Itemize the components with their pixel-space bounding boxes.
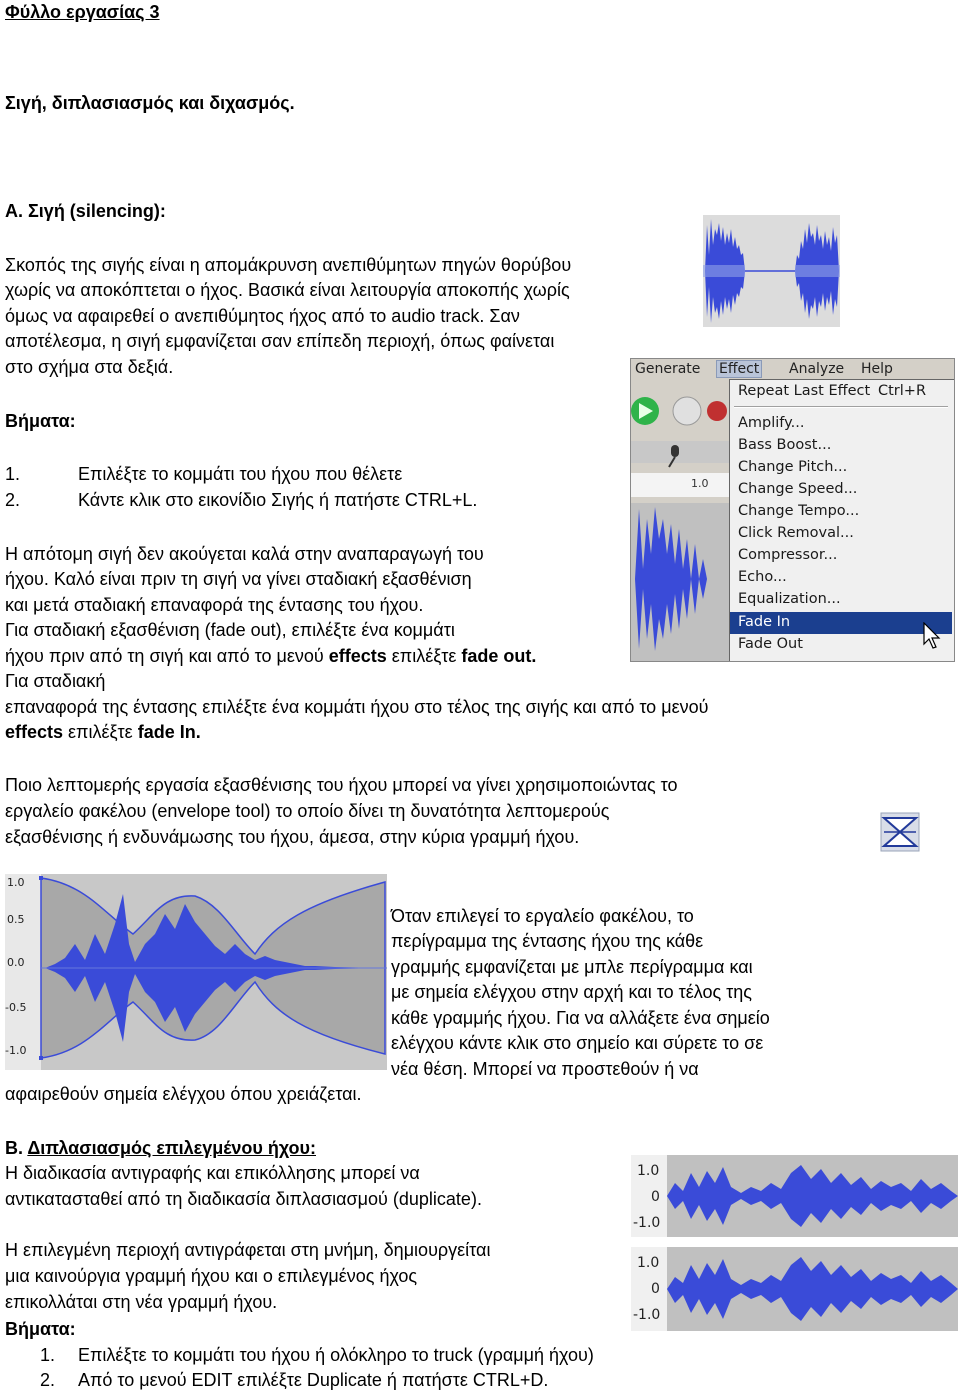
section-a-para-line: Σκοπός της σιγής είναι η απομάκρυνση ανεπιθύμητων πηγών θορύβου (5, 255, 572, 275)
envelope-side-line: ελέγχου κάντε κλικ στο σημείο και σύρετε το σε (391, 1033, 764, 1053)
envelope-side-line: με σημεία ελέγχου στην αρχή και το τέλος της (391, 982, 752, 1002)
menu-item-equalization[interactable]: Equalization... (738, 591, 841, 607)
steps-heading: Βήματα: (5, 411, 76, 431)
menu-item-fade-in[interactable]: Fade In (738, 614, 791, 630)
section-b-title: Διπλασιασμός επιλεγμένου ήχου: (27, 1138, 316, 1158)
track-tick: -1.0 (633, 1215, 661, 1231)
duplicate-tracks-image (631, 1153, 958, 1333)
fade-line5-mid: επιλέξτε (386, 646, 462, 666)
track-tick: 1.0 (637, 1255, 660, 1271)
fade-para-line (5, 720, 201, 746)
silenced-waveform-image (703, 215, 840, 327)
effect-dropdown (729, 379, 955, 662)
menu-item-change-tempo[interactable]: Change Tempo... (738, 503, 860, 519)
envelope-para-line: Ποιο λεπτομερής εργασία εξασθένισης του ήχου μπορεί να γίνει χρησιμοποιώντας το (5, 775, 678, 795)
original-track (631, 1155, 958, 1237)
tick-label: 0.5 (7, 913, 25, 926)
menu-shortcut: Ctrl+R (878, 383, 927, 399)
menu-item-compressor[interactable]: Compressor... (738, 547, 838, 563)
envelope-side-line: κάθε γραμμής ήχου. Για να αλλάξετε ένα σημείο (391, 1008, 770, 1028)
effect-menu-screenshot (630, 358, 955, 662)
toolbar-background (631, 379, 731, 661)
section-b-heading (5, 1136, 316, 1162)
step-text: Από το μενού EDIT επιλέξτε Duplicate ή πατήστε CTRL+D. (78, 1370, 549, 1390)
step-text: Επιλέξτε το κομμάτι του ήχου που θέλετε (78, 464, 403, 484)
tick-label: 0.0 (7, 956, 25, 969)
menu-item-fade-out[interactable]: Fade Out (738, 636, 803, 652)
fade-para-line: επαναφορά της έντασης επιλέξτε ένα κομμάτι ήχου στο τέλος της σιγής και από το μενού (5, 697, 709, 717)
menu-item-amplify[interactable]: Amplify... (738, 415, 805, 431)
fade-para-line: και μετά σταδιακή επαναφορά της έντασης του ήχου. (5, 595, 424, 615)
envelope-para-line: εργαλείο φακέλου (envelope tool) το οποίο δίνει τη δυνατότητα λεπτομερούς (5, 801, 610, 821)
menu-item-repeat-last-effect[interactable]: Repeat Last Effect (738, 383, 871, 399)
fade-para-line (5, 644, 536, 670)
envelope-para-line: εξασθένισης ή ενδυνάμωσης του ήχου, άμεσα, στην κύρια γραμμή ήχου. (5, 827, 580, 847)
step-number: 1. (5, 464, 21, 484)
control-point (39, 1056, 43, 1060)
menu-item-echo[interactable]: Echo... (738, 569, 787, 585)
envelope-side-line: νέα θέση. Μπορεί να προστεθούν ή να (391, 1059, 699, 1079)
track-tick: 1.0 (637, 1163, 660, 1179)
section-b-prefix: Β. (5, 1138, 28, 1158)
envelope-side-line: Όταν επιλεγεί το εργαλείο φακέλου, το (391, 906, 694, 926)
menu-generate[interactable]: Generate (635, 361, 701, 377)
section-a-para-line: στο σχήμα στα δεξιά. (5, 357, 174, 377)
fade-in-keyword: fade In. (137, 722, 201, 742)
fade-para-line: Για σταδιακή (5, 671, 106, 691)
section-a-para-line: όμως να αφαιρεθεί ο ανεπιθύμητος ήχος από το audio track. Σαν (5, 306, 520, 326)
ruler-value: 1.0 (691, 477, 709, 490)
step-text: Επιλέξτε το κομμάτι του ήχου ή ολόκληρο το truck (γραμμή ήχου) (78, 1345, 594, 1365)
effects-keyword: effects (5, 722, 64, 742)
envelope-tail-line: αφαιρεθούν σημεία ελέγχου όπου χρειάζεται. (5, 1084, 362, 1104)
fade-line5-text: ήχου πριν από τη σιγή και από το μενού (5, 646, 329, 666)
fade-para-line: Η απότομη σιγή δεν ακούγεται καλά στην αναπαραγωγή του (5, 544, 484, 564)
menu-item-click-removal[interactable]: Click Removal... (738, 525, 854, 541)
menu-effect[interactable]: Effect (716, 360, 762, 378)
envelope-side-line: γραμμής εμφανίζεται με μπλε περίγραμμα και (391, 957, 753, 977)
section-a-para-line: αποτέλεσμα, η σιγή εμφανίζεται σαν επίπεδη περιοχή, όπως φαίνεται (5, 331, 555, 351)
effects-keyword: effects (328, 646, 387, 666)
envelope-tool-icon (880, 812, 920, 852)
step-number: 2. (5, 490, 21, 510)
fade-para-line: Για σταδιακή εξασθένιση (fade out), επιλέξτε ένα κομμάτι (5, 620, 455, 640)
section-b-para-line: Η επιλεγμένη περιοχή αντιγράφεται στη μνήμη, δημιουργείται (5, 1240, 491, 1260)
section-b-para-line: επικολλάται στη νέα γραμμή ήχου. (5, 1292, 278, 1312)
section-b-intro-line: αντικατασταθεί από τη διαδικασία διπλασιασμού (duplicate). (5, 1189, 482, 1209)
record-button-icon (707, 401, 727, 421)
section-b-intro-line: Η διαδικασία αντιγραφής και επικόλλησης μπορεί να (5, 1163, 420, 1183)
tick-label: -0.5 (5, 1001, 27, 1014)
menu-analyze[interactable]: Analyze (789, 361, 845, 377)
mouse-cursor-icon (922, 622, 942, 650)
section-a-para-line: χωρίς να αποκόπτεται ο ήχος. Βασικά είναι λειτουργία αποκοπής χωρίς (5, 280, 570, 300)
track-tick: 0 (651, 1189, 660, 1205)
menu-separator (734, 406, 948, 408)
menu-item-bass-boost[interactable]: Bass Boost... (738, 437, 832, 453)
envelope-waveform-image (5, 874, 387, 1070)
track-tick: -1.0 (633, 1307, 661, 1323)
fade-line8-mid: επιλέξτε (63, 722, 138, 742)
track-tick: 0 (651, 1281, 660, 1297)
section-a-heading: Α. Σιγή (silencing): (5, 201, 166, 221)
menu-help[interactable]: Help (861, 361, 893, 377)
duplicated-track (631, 1247, 958, 1331)
tick-label: -1.0 (5, 1044, 27, 1057)
fade-para-line: ήχου. Καλό είναι πριν τη σιγή να γίνει σταδιακή εξασθένιση (5, 569, 472, 589)
envelope-side-line: περίγραμμα της έντασης ήχου της κάθε (391, 931, 704, 951)
menu-item-change-speed[interactable]: Change Speed... (738, 481, 858, 497)
menubar (631, 359, 954, 379)
tick-label: 1.0 (7, 876, 25, 889)
step-number: 2. (40, 1370, 56, 1390)
worksheet-title: Φύλλο εργασίας 3 (5, 2, 160, 22)
section-b-steps-heading: Βήματα: (5, 1319, 76, 1339)
fade-out-keyword: fade out. (461, 646, 537, 666)
section-b-para-line: μια καινούργια γραμμή ήχου και ο επιλεγμένος ήχος (5, 1266, 418, 1286)
step-text: Κάντε κλικ στο εικονίδιο Σιγής ή πατήστε CTRL+L. (78, 490, 478, 510)
step-number: 1. (40, 1345, 56, 1365)
menu-item-change-pitch[interactable]: Change Pitch... (738, 459, 848, 475)
control-point (39, 876, 43, 880)
worksheet-subtitle: Σιγή, διπλασιασμός και διχασμός. (5, 93, 295, 113)
